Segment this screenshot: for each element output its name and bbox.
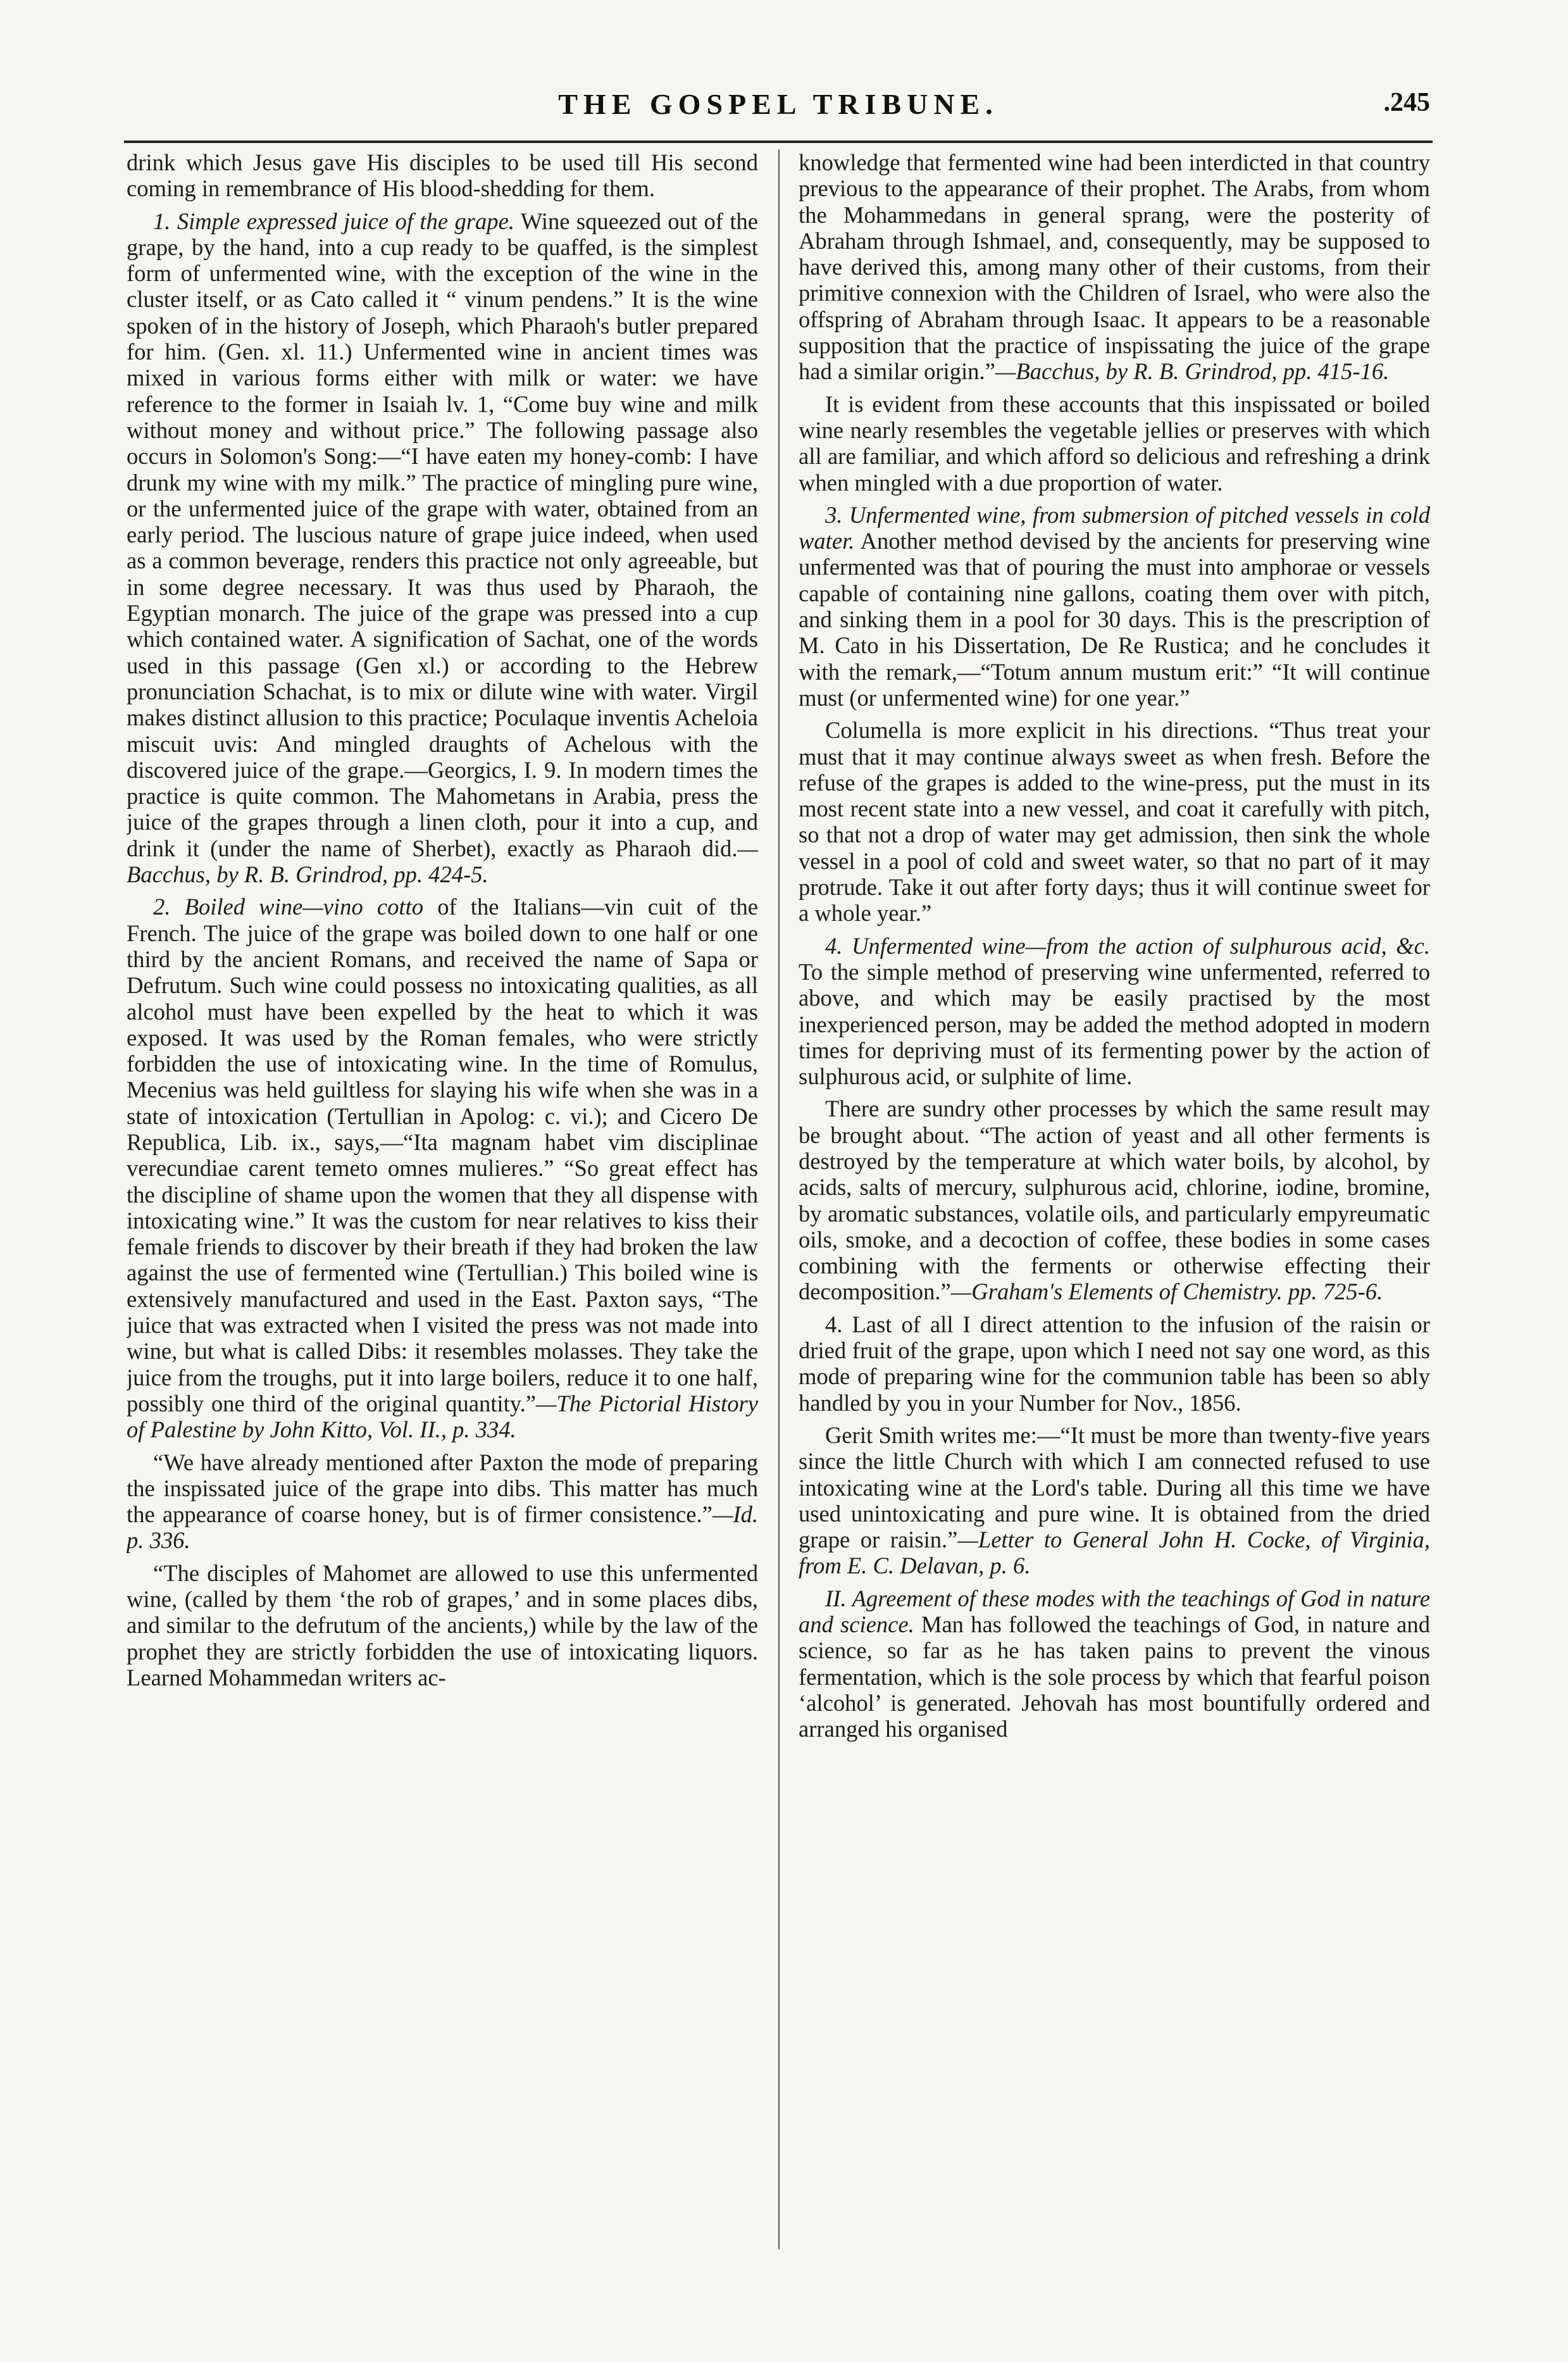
section-heading: 2. Boiled wine—vino cotto: [153, 894, 424, 920]
paragraph-text: drink which Jesus gave His disciples to be used till His second coming in remembrance of His blood-shedding for them.: [127, 149, 758, 202]
paragraph: [799, 1585, 1430, 1742]
paragraph: [799, 149, 1430, 385]
paragraph: [799, 717, 1430, 926]
paragraph-text: Gerit Smith writes me:—“It must be more than twenty-five years since the little Church with which I am connected refused to use intoxicating wine at the Lord's table. During all this time we have used unintoxicating and pure wine. It is obtained from the dried grape or raisin.”: [799, 1422, 1430, 1553]
paragraph-text: “The disciples of Mahomet are allowed to use this unfermented wine, (called by them ‘the rob of grapes,’ and in some places dibs, and similar to the defrutum of the ancients,) while by the law of the prophet they are strictly forbidden the use of intoxicating liquors. Learned Mohammedan writers ac-: [127, 1559, 758, 1690]
citation: —Bacchus, by R. B. Grindrod, pp. 424-5.: [127, 835, 758, 888]
paragraph: [799, 1096, 1430, 1304]
paragraph: [799, 502, 1430, 711]
paragraph-text: of the Italians—vin cuit of the French. The juice of the grape was boiled down to one half or one third by the ancient Romans, and received the name of Sapa or Defrutum. Such wine could possess no intoxicating qualities, as all alcohol must have been expelled by the heat to which it was exposed. It was used by the Roman females, who were strictly forbidden the use of intoxicating wine. In the time of Romulus, Mecenius was held guiltless for slaying his wife when she was in a state of intoxication (Tertullian in Apolog: c. vi.); and Cicero De Republica, Lib. ix., says,—“Ita magnam habet vim disciplinae verecundiae carent temeto omnes mulieres.” “So great effect has the discipline of shame upon the women that they all dispense with intoxicating wine.” It was the custom for near relatives to kiss their female friends to discover by their breath if they had broken the law against the use of fermented wine (Tertullian.) This boiled wine is extensively manufactured and used in the East. Paxton says, “The juice that was extracted when I visited the press was not made into wine, but what is called Dibs: it resembles molasses. They take the juice from the troughs, put it into large boilers, reduce it to one half, possibly one third of the original quantity.”: [127, 894, 758, 1416]
paragraph-text: knowledge that fermented wine had been interdicted in that country previous to the appearance of their prophet. The Arabs, from whom the Mohammedans in general sprang, were the posterity of Abraham through Ishmael, and, consequently, may be supposed to have derived this, among many other of their customs, from their primitive connexion with the Children of Israel, who were also the offspring of Abraham through Isaac. It appears to be a reasonable supposition that the practice of inspissating the juice of the grape had a similar origin.”: [799, 149, 1430, 385]
paragraph: [127, 149, 758, 202]
running-header: [127, 81, 1430, 138]
left-column: [127, 149, 758, 2249]
paragraph: [799, 1311, 1430, 1416]
section-heading: II. Agreement of these modes with the teachings of God in nature and science.: [799, 1585, 1430, 1638]
section-heading: 3. Unfermented wine, from submersion of pitched vessels in cold water.: [799, 501, 1430, 554]
citation: —Bacchus, by R. B. Grindrod, pp. 415-16.: [995, 358, 1390, 385]
citation: —Id. p. 336.: [127, 1501, 758, 1554]
paragraph: [127, 894, 758, 1442]
paragraph: [127, 1560, 758, 1690]
running-title: THE GOSPEL TRIBUNE.: [558, 88, 999, 120]
paragraph-text: To the simple method of preserving wine unfermented, referred to above, and which may be easily practised by the most inexperienced person, may be added the method adopted in modern times for depriving must of its fermenting power by the action of sulphurous acid, or sulphite of lime.: [799, 958, 1430, 1090]
paragraph-text: There are sundry other processes by which the same result may be brought about. “The action of yeast and all other ferments is destroyed by the temperature at which water boils, by alcohol, by acids, salts of mercury, sulphurous acid, chlorine, iodine, bromine, by aromatic substances, volatile oils, and particularly empyreumatic oils, smoke, and a decoction of coffee, these bodies in some cases combining with the ferments or otherwise effecting their decomposition.”: [799, 1096, 1430, 1305]
column-rule: [778, 149, 780, 2249]
paragraph-text: It is evident from these accounts that this inspissated or boiled wine nearly resembles the vegetable jellies or preserves with which all are familiar, and which afford so delicious and refreshing a drink when mingled with a due proportion of water.: [799, 391, 1430, 496]
citation: —The Pictorial History of Palestine by John Kitto, Vol. II., p. 334.: [127, 1390, 758, 1443]
paragraph-text: Man has followed the teachings of God, in nature and science, so far as he has taken pains to prevent the vinous fermentation, which is the sole process by which that fearful poison ‘alcohol’ is generated. Jehovah has most bountifully ordered and arranged his organised: [799, 1611, 1430, 1742]
section-heading: 1. Simple expressed juice of the grape.: [153, 208, 514, 234]
paragraph: [127, 208, 758, 888]
paragraph: [799, 933, 1430, 1090]
citation: —Graham's Elements of Chemistry. pp. 725-6.: [950, 1278, 1383, 1305]
paragraph-text: “We have already mentioned after Paxton the mode of preparing the inspissated juice of the grape into dibs. This matter has much the appearance of coarse honey, but is of firmer consistence.”: [127, 1449, 758, 1528]
paragraph-text: Another method devised by the ancients for preserving wine unfermented was that of pouring the must into amphorae or vessels capable of containing nine gallons, coating them over with pitch, and sinking them in a pool for 30 days. This is the prescription of M. Cato in his Dissertation, De Re Rustica; and he concludes it with the remark,—“Totum annum mustum erit:” “It will continue must (or unfermented wine) for one year.”: [799, 528, 1430, 711]
section-heading: 4. Unfermented wine—from the action of sulphurous acid, &c.: [825, 932, 1430, 959]
paragraph-text: Wine squeezed out of the grape, by the hand, into a cup ready to be quaffed, is the simplest form of unfermented wine, with the exception of the wine in the cluster itself, or as Cato called it “ vinum pendens.” It is the wine spoken of in the history of Joseph, which Pharaoh's butler prepared for him. (Gen. xl. 11.) Unfermented wine in ancient times was mixed in various forms either with milk or water: we have reference to the former in Isaiah lv. 1, “Come buy wine and milk without money and without price.” The following passage also occurs in Solomon's Song:—“I have eaten my honey-comb: I have drunk my wine with my milk.” The practice of mingling pure wine, or the unfermented juice of the grape with water, obtained from an early period. The luscious nature of grape juice indeed, when used as a common beverage, renders this practice not only agreeable, but in some degree necessary. It was thus used by Pharaoh, the Egyptian monarch. The juice of the grape was pressed into a cup which contained water. A signification of Sachat, one of the words used in this passage (Gen xl.) or according to the Hebrew pronunciation Schachat, is to mix or dilute wine with water. Virgil makes distinct allusion to this practice; Poculaque inventis Acheloia miscuit uvis: And mingled draughts of Achelous with the discovered juice of the grape.—Georgics, I. 9. In modern times the practice is quite common. The Mahometans in Arabia, press the juice of the grapes through a linen cloth, pour it into a cup, and drink it (under the name of Sherbet), exactly as Pharaoh did.: [127, 208, 758, 861]
paragraph: [799, 391, 1430, 496]
header-rule: [124, 141, 1433, 143]
citation: —Letter to General John H. Cocke, of Virginia, from E. C. Delavan, p. 6.: [799, 1527, 1430, 1579]
paragraph: [127, 1449, 758, 1554]
page-number: .245: [1383, 88, 1430, 117]
paragraph: [799, 1422, 1430, 1579]
paragraph-text: Columella is more explicit in his directions. “Thus treat your must that it may continue always sweet as when fresh. Before the refuse of the grapes is added to the wine-press, put the must in its most recent state into a new vessel, and coat it carefully with pitch, so that not a drop of water may get admission, then sink the whole vessel in a pool of cold and sweet water, so that no part of it may protrude. Take it out after forty days; thus it will continue sweet for a whole year.”: [799, 717, 1430, 927]
paragraph-text: 4. Last of all I direct attention to the infusion of the raisin or dried fruit of the grape, upon which I need not say one word, as this mode of preparing wine for the communion table has been so ably handled by you in your Number for Nov., 1856.: [799, 1311, 1430, 1416]
right-column: [799, 149, 1430, 2249]
